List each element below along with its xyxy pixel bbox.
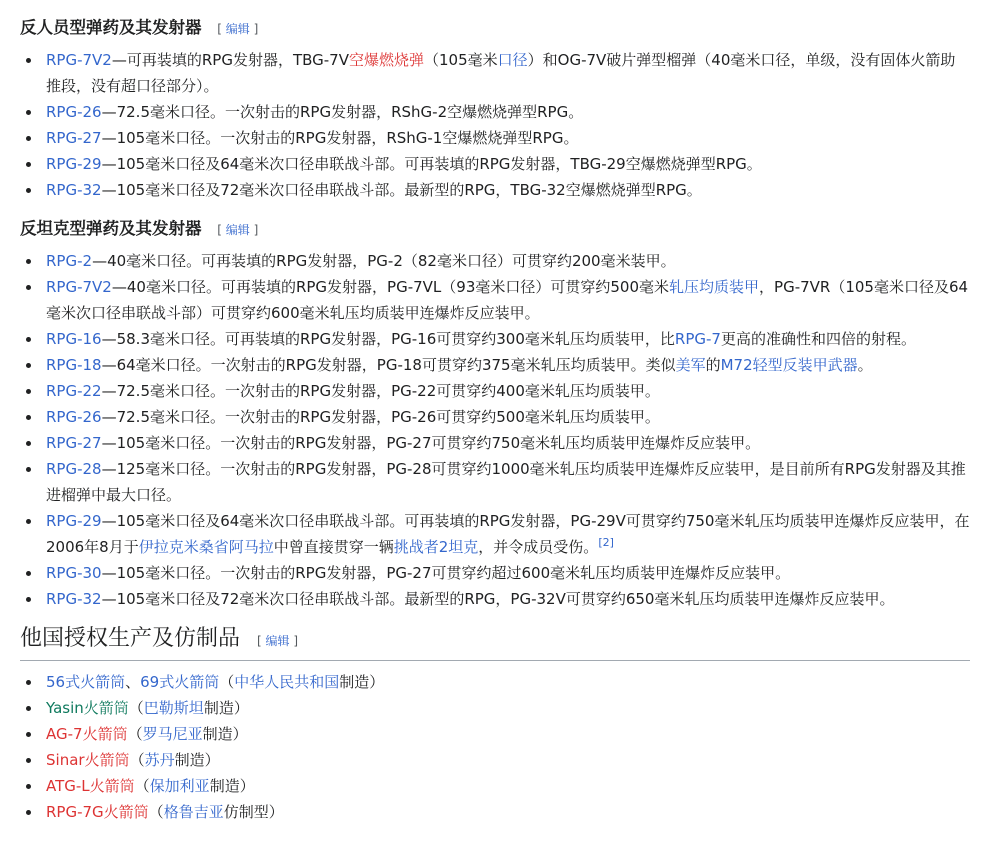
- weapon-link[interactable]: RPG-7V2: [46, 278, 112, 296]
- country-link[interactable]: 苏丹: [144, 751, 175, 769]
- licensed-list: [20, 669, 970, 825]
- m72-link[interactable]: M72轻型反装甲武器: [720, 356, 858, 374]
- list-item: [46, 352, 970, 378]
- item-text: —40毫米口径。可再装填的RPG发射器，PG-7VL（93毫米口径）可贯穿约500毫米: [111, 278, 670, 296]
- country-link[interactable]: 中华人民共和国: [234, 673, 340, 691]
- item-text: 制造）: [339, 673, 385, 691]
- reference-link[interactable]: [2]: [598, 536, 614, 549]
- weapon-link[interactable]: RPG-26: [46, 103, 102, 121]
- item-text: （: [134, 777, 150, 795]
- separator: 、: [125, 673, 141, 691]
- list-item: [46, 151, 970, 177]
- weapon-link[interactable]: RPG-22: [46, 382, 102, 400]
- item-text: （: [148, 803, 164, 821]
- edit-link[interactable]: 编辑: [225, 22, 250, 36]
- edit-section: [ 编辑 ]: [217, 22, 259, 36]
- item-text: —72.5毫米口径。一次射击的RPG发射器，PG-26可贯穿约500毫米轧压均质装甲。: [101, 408, 660, 426]
- weapon-link[interactable]: RPG-29: [46, 155, 102, 173]
- weapon-link[interactable]: RPG-27: [46, 434, 102, 452]
- edit-section: [ 编辑 ]: [257, 634, 299, 648]
- list-item: [46, 430, 970, 456]
- list-item: [46, 378, 970, 404]
- edit-link[interactable]: 编辑: [265, 634, 290, 648]
- list-item: [46, 47, 970, 99]
- list-item: [46, 799, 970, 825]
- list-item: [46, 695, 970, 721]
- item-text: ，PG-7VR（105毫米口径及64毫米次口径串联战斗部）可贯穿约600毫米轧压均质装甲连爆炸反应装甲。: [46, 278, 969, 322]
- weapon-link[interactable]: RPG-32: [46, 590, 102, 608]
- caliber-link[interactable]: 口径: [497, 51, 528, 69]
- item-text: —105毫米口径及72毫米次口径串联战斗部。最新型的RPG，TBG-32空爆燃烧弹型RPG。: [101, 181, 702, 199]
- item-text: （: [127, 725, 143, 743]
- item-text: —105毫米口径。一次射击的RPG发射器，PG-27可贯穿约750毫米轧压均质装甲连爆炸反应装甲。: [101, 434, 761, 452]
- item-text: 制造）: [174, 751, 220, 769]
- item-text: 中曾直接贯穿一辆: [273, 538, 394, 556]
- antipersonnel-list: [20, 47, 970, 203]
- list-item: [46, 560, 970, 586]
- weapon-link-red[interactable]: AG-7火箭筒: [46, 725, 128, 743]
- list-item: [46, 773, 970, 799]
- item-text: （: [128, 699, 144, 717]
- list-item: [46, 326, 970, 352]
- section-heading-antitank: [20, 217, 970, 242]
- item-text: 仿制型）: [223, 803, 284, 821]
- section-title: 反坦克型弹药及其发射器: [20, 219, 202, 238]
- item-text: —105毫米口径。一次射击的RPG发射器，RShG-1空爆燃烧弹型RPG。: [101, 129, 579, 147]
- weapon-link[interactable]: RPG-30: [46, 564, 102, 582]
- item-text: 更高的准确性和四倍的射程。: [720, 330, 916, 348]
- weapon-link[interactable]: RPG-7V2: [46, 51, 112, 69]
- item-text: —58.3毫米口径。可再装填的RPG发射器，PG-16可贯穿约300毫米轧压均质装甲，比: [101, 330, 675, 348]
- list-item: [46, 99, 970, 125]
- section-heading-antipersonnel: [20, 16, 970, 41]
- weapon-link-red[interactable]: 空爆燃烧弹: [348, 51, 424, 69]
- rpg7-link[interactable]: RPG-7: [674, 330, 721, 348]
- weapon-link[interactable]: RPG-16: [46, 330, 102, 348]
- item-text: —72.5毫米口径。一次射击的RPG发射器，PG-22可贯穿约400毫米轧压均质装甲。: [101, 382, 660, 400]
- item-text: —105毫米口径及72毫米次口径串联战斗部。最新型的RPG，PG-32V可贯穿约650毫米轧压均质装甲连爆炸反应装甲。: [101, 590, 895, 608]
- list-item: [46, 721, 970, 747]
- item-text: —72.5毫米口径。一次射击的RPG发射器，RShG-2空爆燃烧弹型RPG。: [101, 103, 584, 121]
- weapon-link-red[interactable]: ATG-L火箭筒: [46, 777, 135, 795]
- item-text: （: [129, 751, 145, 769]
- list-item: [46, 248, 970, 274]
- weapon-link[interactable]: RPG-26: [46, 408, 102, 426]
- weapon-link-green[interactable]: Yasin火箭筒: [46, 699, 129, 717]
- weapon-link[interactable]: RPG-32: [46, 181, 102, 199]
- country-link[interactable]: 巴勒斯坦: [143, 699, 204, 717]
- item-text: （105毫米: [424, 51, 498, 69]
- item-text: —125毫米口径。一次射击的RPG发射器，PG-28可贯穿约1000毫米轧压均质装甲连爆炸反应装甲，是目前所有RPG发射器及其推进榴弹中最大口径。: [46, 460, 966, 504]
- item-text: ）和OG-7V破片弹型榴弹（40毫米口径，单级，没有固体火箭助推段，没有超口径部分）。: [46, 51, 956, 95]
- item-text: 。: [857, 356, 873, 374]
- country-link[interactable]: 格鲁吉亚: [163, 803, 224, 821]
- country-link[interactable]: 罗马尼亚: [142, 725, 203, 743]
- item-text: 的: [705, 356, 721, 374]
- list-item: [46, 177, 970, 203]
- list-item: [46, 508, 970, 560]
- antitank-list: [20, 248, 970, 612]
- item-text: —105毫米口径及64毫米次口径串联战斗部。可再装填的RPG发射器，PG-29V可贯穿约750毫米轧压均质装甲连爆炸反应装甲，在2006年8月于: [46, 512, 970, 556]
- weapon-link[interactable]: 56式火箭筒: [46, 673, 126, 691]
- item-text: 制造）: [203, 699, 249, 717]
- item-text: —40毫米口径。可再装填的RPG发射器，PG-2（82毫米口径）可贯穿约200毫米装甲。: [92, 252, 676, 270]
- weapon-link[interactable]: RPG-28: [46, 460, 102, 478]
- weapon-link[interactable]: RPG-2: [46, 252, 93, 270]
- section-title: 他国授权生产及仿制品: [20, 626, 241, 651]
- list-item: [46, 747, 970, 773]
- item-text: （: [219, 673, 235, 691]
- tank-link[interactable]: 挑战者2坦克: [393, 538, 479, 556]
- edit-link[interactable]: 编辑: [225, 223, 250, 237]
- item-text: 制造）: [209, 777, 255, 795]
- edit-section: [ 编辑 ]: [217, 223, 259, 237]
- weapon-link[interactable]: RPG-18: [46, 356, 102, 374]
- armor-link[interactable]: 轧压均质装甲: [669, 278, 760, 296]
- item-text: —可再装填的RPG发射器，TBG-7V: [111, 51, 349, 69]
- weapon-link[interactable]: 69式火箭筒: [140, 673, 220, 691]
- list-item: [46, 586, 970, 612]
- item-text: 制造）: [202, 725, 248, 743]
- list-item: [46, 274, 970, 326]
- weapon-link-red[interactable]: Sinar火箭筒: [46, 751, 130, 769]
- list-item: [46, 125, 970, 151]
- section-heading-licensed: [20, 624, 970, 661]
- location-link[interactable]: 伊拉克米桑省阿马拉: [138, 538, 274, 556]
- item-text: —105毫米口径。一次射击的RPG发射器，PG-27可贯穿约超过600毫米轧压均质装甲连爆炸反应装甲。: [101, 564, 791, 582]
- list-item: [46, 669, 970, 695]
- item-text: —64毫米口径。一次射击的RPG发射器，PG-18可贯穿约375毫米轧压均质装甲。类似: [101, 356, 676, 374]
- weapon-link[interactable]: RPG-27: [46, 129, 102, 147]
- item-text: —105毫米口径及64毫米次口径串联战斗部。可再装填的RPG发射器，TBG-29空爆燃烧弹型RPG。: [101, 155, 762, 173]
- weapon-link[interactable]: RPG-29: [46, 512, 102, 530]
- weapon-link-red[interactable]: RPG-7G火箭筒: [46, 803, 149, 821]
- list-item: [46, 456, 970, 508]
- section-title: 反人员型弹药及其发射器: [20, 18, 202, 37]
- us-army-link[interactable]: 美军: [675, 356, 706, 374]
- list-item: [46, 404, 970, 430]
- item-text: ，并令成员受伤。: [478, 538, 599, 556]
- country-link[interactable]: 保加利亚: [149, 777, 210, 795]
